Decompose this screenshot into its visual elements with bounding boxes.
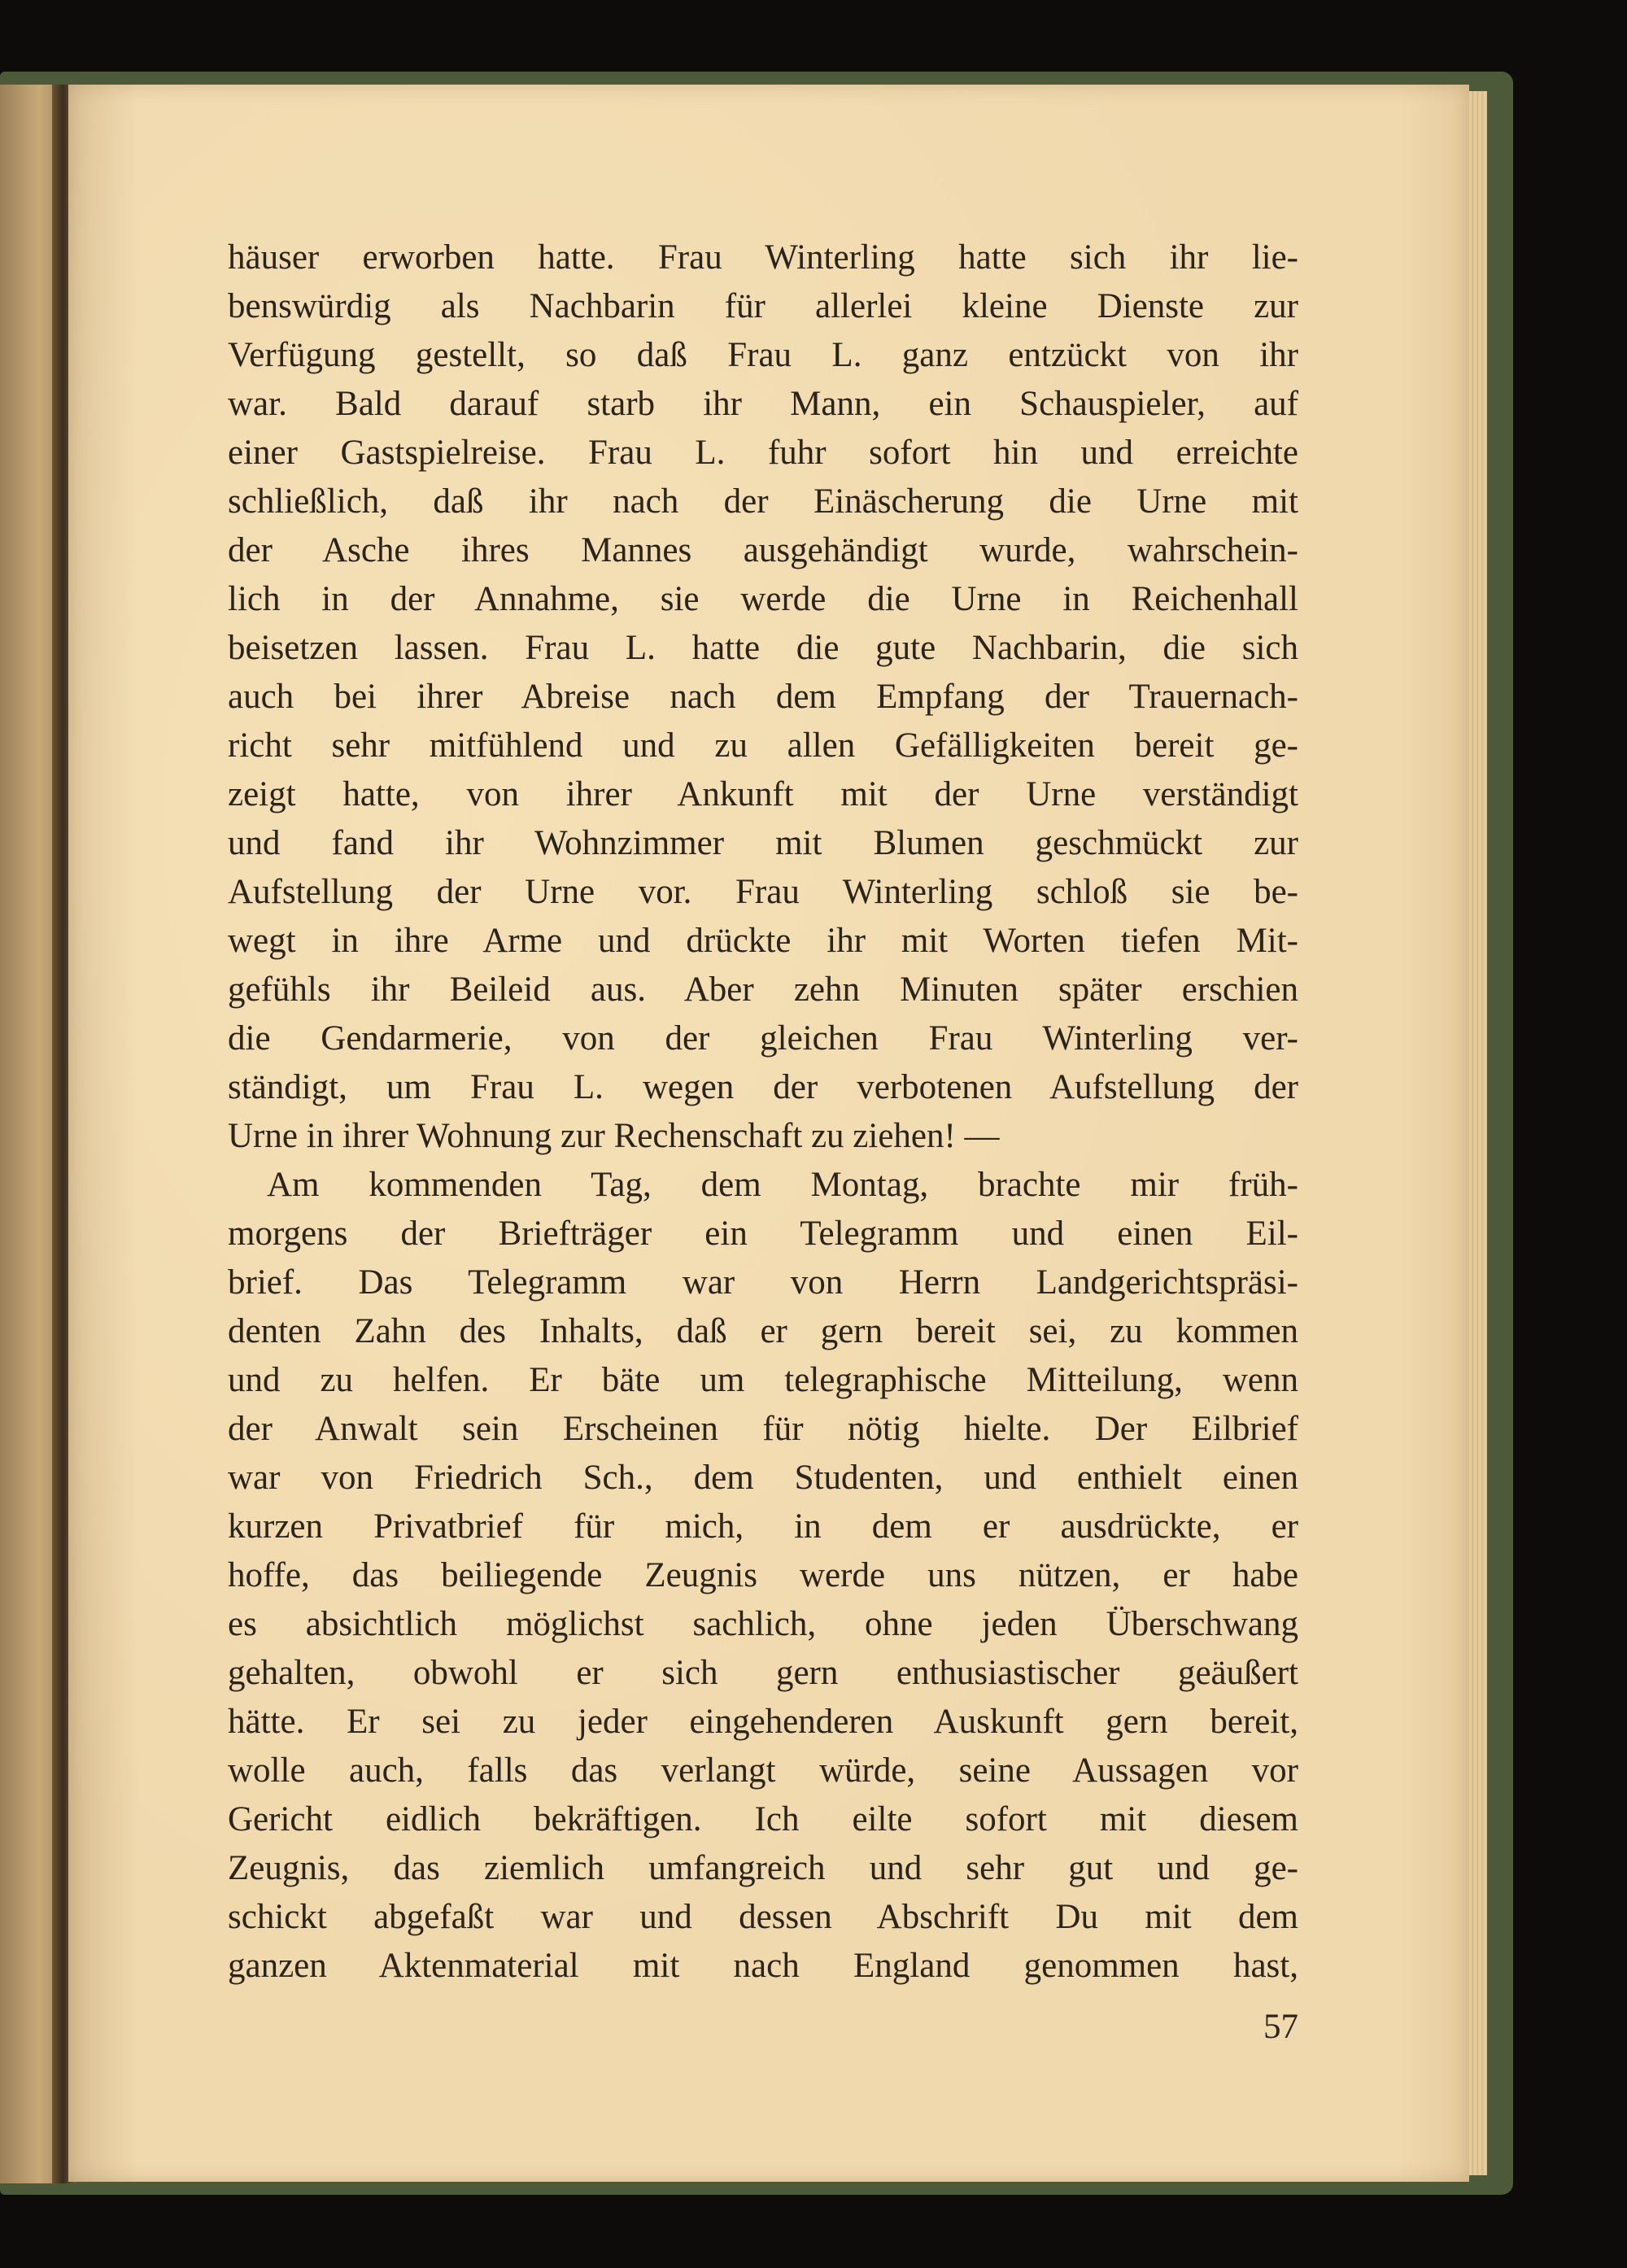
text-line: Verfügung gestellt, so daß Frau L. ganz entzückt von ihr <box>228 336 1298 374</box>
text-line: benswürdig als Nachbarin für allerlei kleine Dienste zur <box>228 287 1298 325</box>
text-line: brief. Das Telegramm war von Herrn Landgerichtspräsi- <box>228 1263 1298 1302</box>
text-line: ständigt, um Frau L. wegen der verbotenen Aufstellung der <box>228 1068 1298 1106</box>
page-text <box>228 233 1298 1991</box>
text-line: kurzen Privatbrief für mich, in dem er ausdrückte, er <box>228 1507 1298 1546</box>
text-line: auch bei ihrer Abreise nach dem Empfang der Trauernach- <box>228 678 1298 716</box>
text-line: Gericht eidlich bekräftigen. Ich eilte sofort mit diesem <box>228 1800 1298 1838</box>
text-line: einer Gastspielreise. Frau L. fuhr sofort hin und erreichte <box>228 434 1298 472</box>
text-line: schließlich, daß ihr nach der Einäscherung die Urne mit <box>228 482 1298 521</box>
text-line: der Anwalt sein Erscheinen für nötig hielte. Der Eilbrief <box>228 1410 1298 1448</box>
text-line: Zeugnis, das ziemlich umfangreich und sehr gut und ge- <box>228 1849 1298 1887</box>
text-line: richt sehr mitfühlend und zu allen Gefälligkeiten bereit ge- <box>228 726 1298 765</box>
text-line: ganzen Aktenmaterial mit nach England genommen hast, <box>228 1947 1298 1985</box>
text-line: zeigt hatte, von ihrer Ankunft mit der Urne verständigt <box>228 775 1298 813</box>
text-line: gefühls ihr Beileid aus. Aber zehn Minuten später erschien <box>228 970 1298 1009</box>
text-line: und zu helfen. Er bäte um telegraphische Mitteilung, wenn <box>228 1361 1298 1399</box>
text-line: schickt abgefaßt war und dessen Abschrift Du mit dem <box>228 1898 1298 1936</box>
text-line: hoffe, das beiliegende Zeugnis werde uns nützen, er habe <box>228 1556 1298 1594</box>
text-line: die Gendarmerie, von der gleichen Frau Winterling ver- <box>228 1019 1298 1058</box>
text-line: wolle auch, falls das verlangt würde, seine Aussagen vor <box>228 1751 1298 1790</box>
text-line: und fand ihr Wohnzimmer mit Blumen geschmückt zur <box>228 824 1298 862</box>
text-line: war von Friedrich Sch., dem Studenten, und enthielt einen <box>228 1459 1298 1497</box>
page-edge-stack <box>1469 91 1487 2175</box>
text-line: morgens der Briefträger ein Telegramm und einen Eil- <box>228 1215 1298 1253</box>
paragraph-start-line: Am kommenden Tag, dem Montag, brachte mir früh- <box>267 1166 1298 1204</box>
text-line: wegt in ihre Arme und drückte ihr mit Worten tiefen Mit- <box>228 922 1298 960</box>
text-line: lich in der Annahme, sie werde die Urne in Reichenhall <box>228 580 1298 618</box>
text-line: der Asche ihres Mannes ausgehändigt wurde, wahrschein- <box>228 531 1298 569</box>
text-line: denten Zahn des Inhalts, daß er gern bereit sei, zu kommen <box>228 1312 1298 1350</box>
text-line: beisetzen lassen. Frau L. hatte die gute Nachbarin, die sich <box>228 629 1298 667</box>
text-line: es absichtlich möglichst sachlich, ohne jeden Überschwang <box>228 1605 1298 1643</box>
text-line: gehalten, obwohl er sich gern enthusiastischer geäußert <box>228 1654 1298 1692</box>
page-number: 57 <box>1263 2008 1298 2046</box>
text-line: Aufstellung der Urne vor. Frau Winterling schloß sie be- <box>228 873 1298 911</box>
text-line: war. Bald darauf starb ihr Mann, ein Schauspieler, auf <box>228 385 1298 423</box>
text-line: Urne in ihrer Wohnung zur Rechenschaft zu ziehen! — <box>228 1117 1000 1155</box>
text-line: hätte. Er sei zu jeder eingehenderen Auskunft gern bereit, <box>228 1703 1298 1741</box>
text-line: häuser erworben hatte. Frau Winterling hatte sich ihr lie- <box>228 238 1298 277</box>
